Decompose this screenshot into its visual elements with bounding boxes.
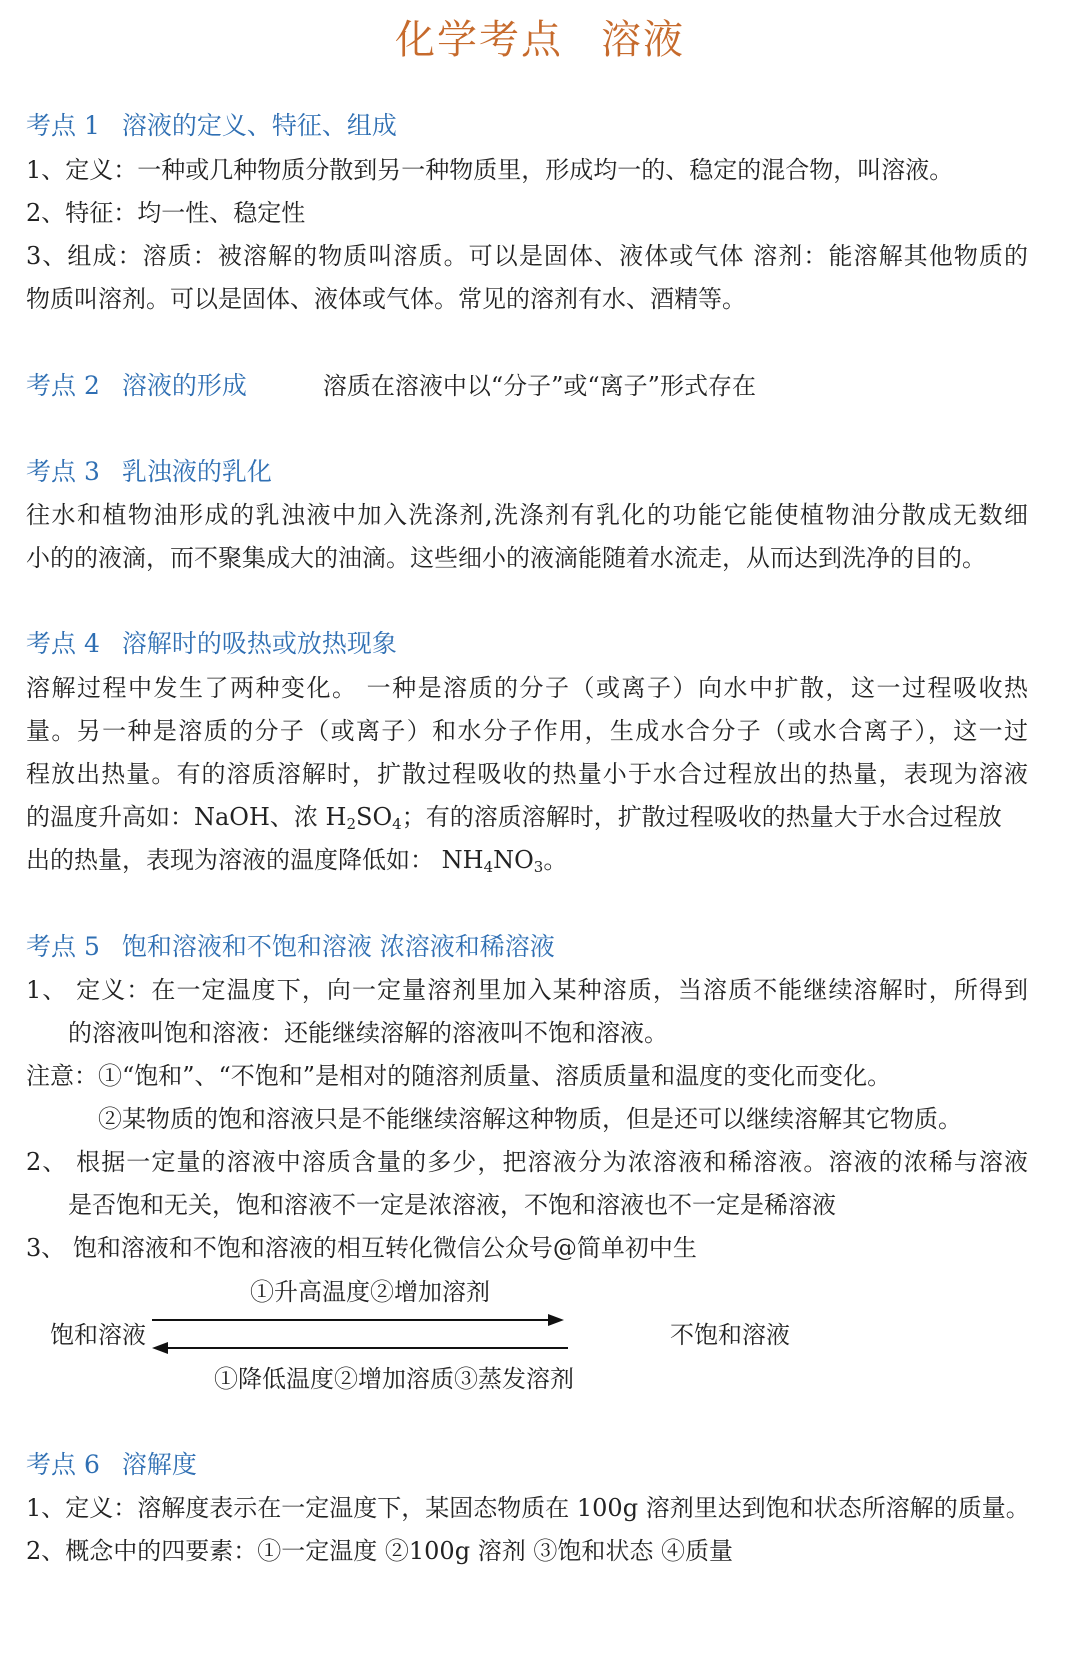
section-6-title: 溶解度 — [121, 1450, 197, 1479]
section-5-title: 饱和溶液和不饱和溶液 浓溶液和稀溶液 — [121, 932, 555, 961]
title-part1: 化学考点 — [395, 17, 563, 63]
section-2-title: 溶液的形成 — [121, 371, 247, 400]
section-5-heading — [26, 927, 555, 963]
diagram-saturated-label: 饱和溶液 — [50, 1321, 146, 1349]
section-3-title: 乳浊液的乳化 — [121, 457, 272, 486]
diagram-bottom-label: ①降低温度②增加溶质③蒸发溶剂 — [214, 1365, 574, 1393]
section-6-heading — [26, 1445, 197, 1481]
s2-note: 溶质在溶液中以“分子”或“离子”形式存在 — [322, 372, 756, 400]
diagram-top-label: ①升高温度②增加溶剂 — [250, 1278, 490, 1306]
s4-line4-c: ；有的溶质溶解时，扩散过程吸收的热量大于水合过程放 — [401, 803, 1002, 831]
s4-line5-c: 。 — [543, 846, 568, 874]
page-title — [0, 8, 1080, 65]
diagram-unsaturated-label: 不饱和溶液 — [670, 1321, 790, 1349]
section-2-number: 考点 2 — [26, 371, 100, 400]
section-1-number: 考点 1 — [26, 111, 100, 140]
s4-line1: 溶解过程中发生了两种变化。 一种是溶质的分子（或离子）向水中扩散，这一过程吸收热 — [26, 674, 1028, 702]
section-2-heading — [26, 366, 756, 402]
s1-feature: 2、特征：均一性、稳定性 — [26, 199, 306, 227]
section-1-heading — [26, 106, 397, 142]
arrow-right — [152, 1314, 564, 1326]
s5-line7: 3、 饱和溶液和不饱和溶液的相互转化微信公众号@简单初中生 — [26, 1234, 697, 1262]
section-4-title: 溶解时的吸热或放热现象 — [121, 629, 397, 658]
s5-note2: ②某物质的饱和溶液只是不能继续溶解这种物质，但是还可以继续溶解其它物质。 — [98, 1105, 962, 1133]
s4-line5-sub2: 3 — [533, 858, 544, 876]
s6-line1: 1、定义：溶解度表示在一定温度下，某固态物质在 100g 溶剂里达到饱和状态所溶解的质量。 — [26, 1494, 1030, 1522]
s1-composition-line1: 3、组成：溶质：被溶解的物质叫溶质。可以是固体、液体或气体 溶剂：能溶解其他物质的 — [26, 242, 1028, 270]
section-5-number: 考点 5 — [26, 932, 100, 961]
s4-line5-b: NO — [493, 846, 534, 874]
s4-line4 — [26, 797, 1002, 832]
arrow-left — [152, 1342, 568, 1354]
s6-line2: 2、概念中的四要素：①一定温度 ②100g 溶剂 ③饱和状态 ④质量 — [26, 1537, 733, 1565]
s5-line2: 的溶液叫饱和溶液：还能继续溶解的溶液叫不饱和溶液。 — [68, 1019, 668, 1047]
section-3-heading — [26, 452, 272, 488]
section-6-number: 考点 6 — [26, 1450, 100, 1479]
s4-line3: 程放出热量。有的溶质溶解时，扩散过程吸收的热量小于水合过程放出的热量，表现为溶液 — [26, 760, 1028, 788]
section-3-number: 考点 3 — [26, 457, 100, 486]
s4-line4-b: SO — [356, 803, 393, 831]
s3-line1: 往水和植物油形成的乳浊液中加入洗涤剂,洗涤剂有乳化的功能它能使植物油分散成无数细 — [26, 501, 1028, 529]
s5-note1: 注意：①“饱和”、“不饱和”是相对的随溶剂质量、溶质质量和温度的变化而变化。 — [26, 1062, 892, 1090]
s1-definition: 1、定义：一种或几种物质分散到另一种物质里，形成均一的、稳定的混合物，叫溶液。 — [26, 156, 954, 184]
s3-line2: 小的的液滴，而不聚集成大的油滴。这些细小的液滴能随着水流走，从而达到洗净的目的。 — [26, 544, 986, 572]
s5-line5: 2、 根据一定量的溶液中溶质含量的多少，把溶液分为浓溶液和稀溶液。溶液的浓稀与溶液 — [26, 1148, 1028, 1176]
conversion-arrows — [150, 1306, 570, 1362]
s5-line6: 是否饱和无关，饱和溶液不一定是浓溶液，不饱和溶液也不一定是稀溶液 — [68, 1191, 836, 1219]
s4-line5-sub1: 4 — [483, 858, 494, 876]
section-4-heading — [26, 624, 397, 660]
s4-line4-sub1: 2 — [346, 815, 357, 833]
s1-composition-line2: 物质叫溶剂。可以是固体、液体或气体。常见的溶剂有水、酒精等。 — [26, 285, 746, 313]
s4-line4-a: 的温度升高如：NaOH、浓 H — [26, 803, 347, 831]
title-part2: 溶液 — [601, 17, 685, 63]
s5-line1: 1、 定义：在一定温度下，向一定量溶剂里加入某种溶质，当溶质不能继续溶解时，所得到 — [26, 976, 1028, 1004]
s4-line2: 量。另一种是溶质的分子（或离子）和水分子作用，生成水合分子（或水合离子），这一过 — [26, 717, 1028, 745]
s4-line4-sub2: 4 — [392, 815, 402, 833]
s4-line5 — [26, 840, 567, 875]
section-4-number: 考点 4 — [26, 629, 100, 658]
s4-line5-a: 出的热量，表现为溶液的温度降低如： NH — [26, 846, 484, 874]
section-1-title: 溶液的定义、特征、组成 — [121, 111, 397, 140]
